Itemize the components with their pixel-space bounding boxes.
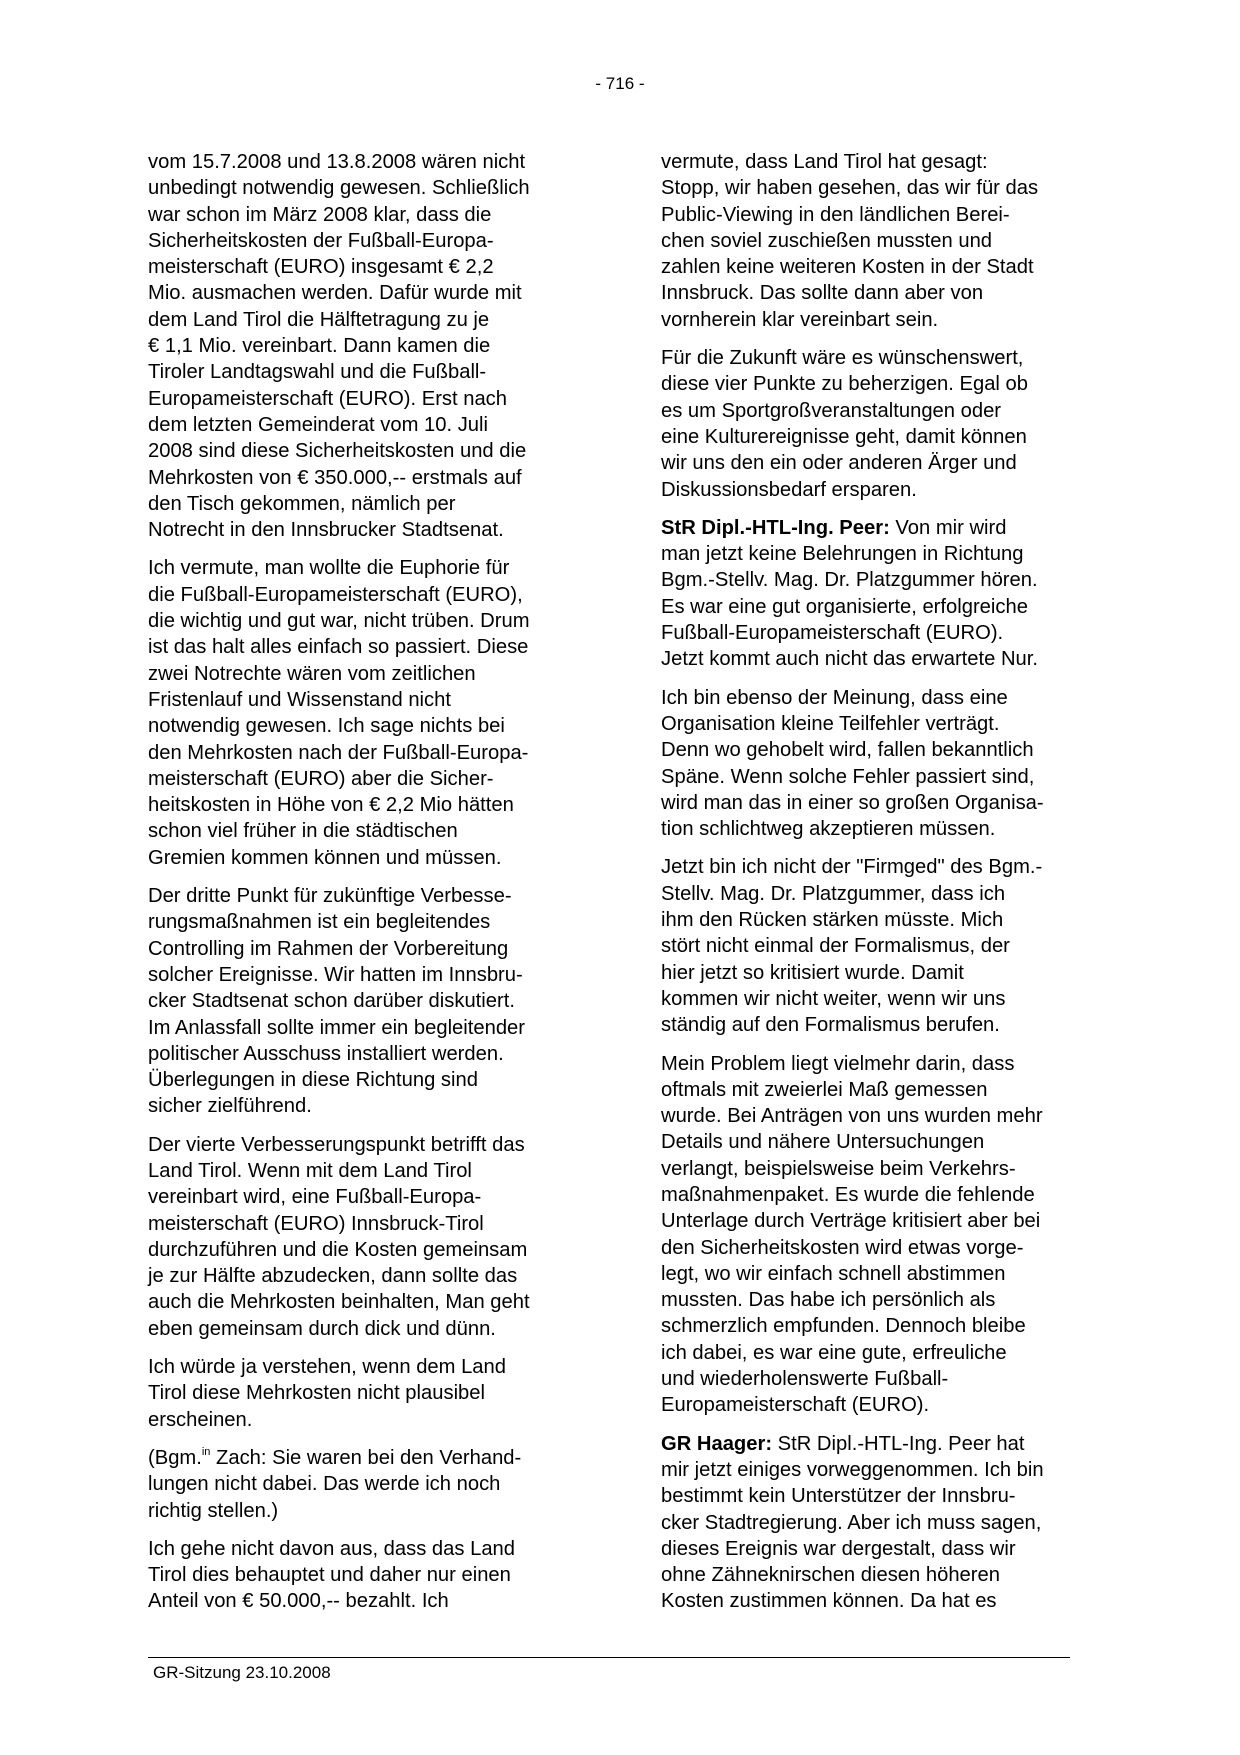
paragraph: Mein Problem liegt vielmehr darin, dass oftmals mit zweierlei Maß gemessen wurde. Bei Anträgen von uns wurden mehr Details und nähere Untersuchungen verlangt, beispielsweise beim Verkehrs- maßnahmenpaket. Es wurde die fehlende Unterlage durch Verträge kritisiert aber bei den Sicherheitskosten wird etwas vorge- legt, wo wir einfach schnell abstimmen mussten. Das habe ich persönlich als schmerzlich empfunden. Dennoch bleibe ich dabei, es war eine gute, erfreuliche und wiederholenswerte Fußball- Europameisterschaft (EURO).: [661, 1052, 1043, 1417]
interjection-prefix: (Bgm.: [148, 1446, 202, 1469]
speech-haager: [661, 1431, 1111, 1615]
paragraph: vermute, dass Land Tirol hat gesagt: Stopp, wir haben gesehen, das wir für das Public-Viewing in den ländlichen Berei- chen soviel zuschießen mussten und zahlen keine weiteren Kosten in der Stadt Innsbruck. Das sollte dann aber von vornherein klar vereinbart sein.: [661, 151, 1039, 331]
speaker-name: StR Dipl.-HTL-Ing. Peer:: [661, 516, 890, 539]
paragraph: Der dritte Punkt für zukünftige Verbesse- rungsmaßnahmen ist ein begleitendes Controlling im Rahmen der Vorbereitung solcher Ereignisse. Wir hatten im Innsbru- cker Stadtsenat schon darüber diskutiert. Im Anlassfall sollte immer ein begleitender politischer Ausschuss installiert werden. Überlegungen in diese Richtung sind sicher zielführend.: [148, 885, 526, 1118]
interjection-superscript: in: [201, 1445, 211, 1458]
paragraph: Ich würde ja verstehen, wenn dem Land Tirol diese Mehrkosten nicht plausibel erscheinen.: [148, 1356, 506, 1431]
paragraph: Ich vermute, man wollte die Euphorie für die Fußball-Europameisterschaft (EURO), die wichtig und gut war, nicht trüben. Drum ist das halt alles einfach so passiert. Diese zwei Notrechte wären vom zeitlichen Fristenlauf und Wissenstand nicht notwendig gewesen. Ich sage nichts bei den Mehrkosten nach der Fußball-Europa- meisterschaft (EURO) aber die Sicher- heitskosten in Höhe von € 2,2 Mio hätten schon viel früher in die städtischen Gremien kommen können und müssen.: [148, 557, 530, 869]
speech-text: StR Dipl.-HTL-Ing. Peer hat mir jetzt einiges vorweggenommen. Ich bin bestimmt kein Unterstützer der Innsbru- cker Stadtregierung. Aber ich muss sagen, dieses Ereignis war dergestalt, dass wir ohne Zähneknirschen diesen höheren Kosten zustimmen können. Da hat es: [661, 1432, 1044, 1613]
speech-text: Von mir wird man jetzt keine Belehrungen in Richtung Bgm.-Stellv. Mag. Dr. Platzgummer hören. Es war eine gut organisierte, erfolgreiche Fußball-Europameisterschaft (EURO). Jetzt kommt auch nicht das erwartete Nur.: [661, 516, 1038, 671]
paragraph: vom 15.7.2008 und 13.8.2008 wären nicht unbedingt notwendig gewesen. Schließlich war schon im März 2008 klar, dass die Sicherheitskosten der Fußball-Europa- meisterschaft (EURO) insgesamt € 2,2 Mio. ausmachen werden. Dafür wurde mit dem Land Tirol die Hälftetragung zu je € 1,1 Mio. vereinbart. Dann kamen die Tiroler Landtagswahl und die Fußball- Europameisterschaft (EURO). Erst nach dem letzten Gemeinderat vom 10. Juli 2008 sind diese Sicherheitskosten und die Mehrkosten von € 350.000,-- erstmals auf den Tisch gekommen, nämlich per Notrecht in den Innsbrucker Stadtsenat.: [148, 151, 530, 542]
left-column: [148, 149, 598, 1627]
interjection: [148, 1445, 598, 1524]
paragraph: Ich bin ebenso der Meinung, dass eine Organisation kleine Teilfehler verträgt. Denn wo gehobelt wird, fallen bekanntlich Späne. Wenn solche Fehler passiert sind, wird man das in einer so großen Organisa- tion schlichtweg akzeptieren müssen.: [661, 686, 1044, 841]
interjection-text: Zach: Sie waren bei den Verhand- lungen nicht dabei. Das werde ich noch richtig stellen.): [148, 1446, 522, 1522]
footer: GR-Sitzung 23.10.2008: [153, 1663, 331, 1682]
right-column: [661, 149, 1111, 1627]
paragraph: Jetzt bin ich nicht der "Firmged" des Bgm.- Stellv. Mag. Dr. Platzgummer, dass ich ihm den Rücken stärken müsste. Mich stört nicht einmal der Formalismus, der hier jetzt so kritisiert wurde. Damit kommen wir nicht weiter, wenn wir uns ständig auf den Formalismus berufen.: [661, 856, 1043, 1037]
footer-divider: [148, 1657, 1070, 1658]
speech-peer: [661, 515, 1111, 673]
paragraph: Für die Zukunft wäre es wünschenswert, diese vier Punkte zu beherzigen. Egal ob es um Sportgroßveranstaltungen oder eine Kulturereignisse geht, damit können wir uns den ein oder anderen Ärger und Diskussionsbedarf ersparen.: [661, 347, 1028, 501]
page-number: - 716 -: [595, 74, 645, 93]
paragraph: Der vierte Verbesserungspunkt betrifft das Land Tirol. Wenn mit dem Land Tirol vereinbart wird, eine Fußball-Europa- meisterschaft (EURO) Innsbruck-Tirol durchzuführen und die Kosten gemeinsam je zur Hälfte abzudecken, dann sollte das auch die Mehrkosten beinhalten, Man geht eben gemeinsam durch dick und dünn.: [148, 1133, 530, 1340]
speaker-name: GR Haager:: [661, 1432, 773, 1455]
paragraph: Ich gehe nicht davon aus, dass das Land Tirol dies behauptet und daher nur einen Anteil von € 50.000,-- bezahlt. Ich: [148, 1537, 516, 1613]
